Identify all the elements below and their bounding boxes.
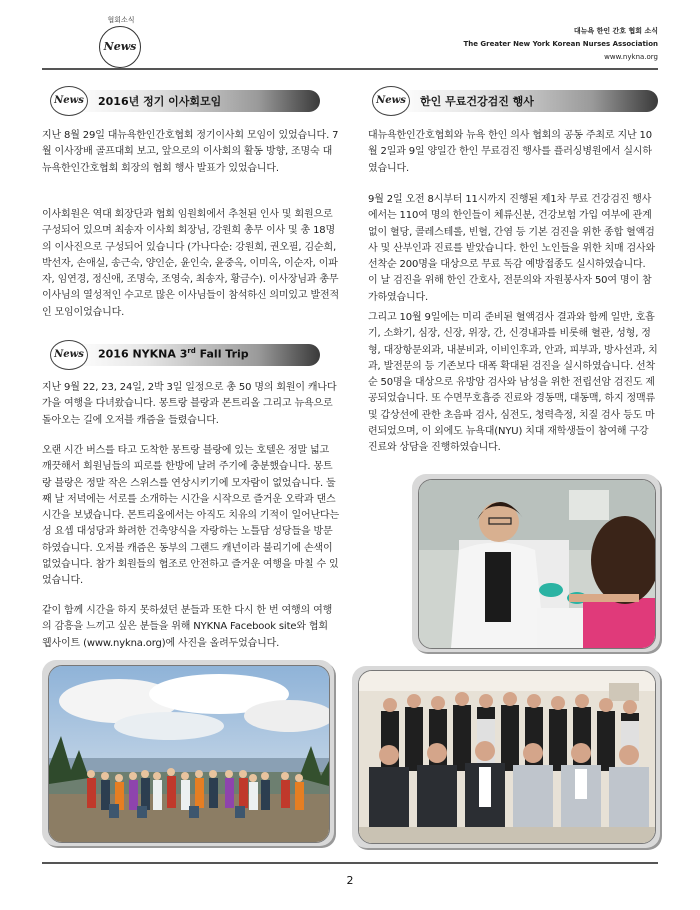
header-website: www.nykna.org	[604, 53, 658, 61]
section-heading-board-meeting	[50, 86, 320, 118]
top-divider	[42, 68, 658, 70]
blood-test-photo	[418, 479, 656, 649]
volunteer-group-photo	[358, 670, 656, 844]
health-fair-paragraph-3: 그리고 10월 9일에는 미리 준비된 혈액검사 결과와 함께 일반, 호흡기, 소화기, 심장, 신장, 위장, 간, 신경내과를 비롯해 혈관, 성형, 정형, 대장항문외과, 내분비과, 이비인후과, 안과, 피부과, 방사선과, 치과, 발전문의 등 기존보다 대폭 확대된 검진을 실시하였습니다. 선착순 50명을 대상으로 유방암 검사와 남성을 위한 전립선암 검진도 제공되었습니다. 또 수면무호흡증 진료와 경동맥, 대동맥, 하지 정맥류 및 갑상선에 관한 초음파 검사, 심전도, 청력측정, 치질 검사 등도 마련되었으며, 이 외에도 뉴욕대(NYU) 치대 재학생들이 참여해 구강 진료와 상담을 진행하였습니다.	[368, 312, 658, 454]
news-logo-label: News	[103, 40, 137, 53]
section-title: 한인 무료건강검진 행사	[420, 95, 534, 108]
section-heading-fall-trip	[50, 340, 320, 372]
logo-caption: 협회소식	[107, 16, 135, 24]
bottom-divider	[42, 862, 658, 864]
trip-group-photo	[48, 665, 330, 843]
mountain-group-image	[49, 666, 329, 842]
section-heading-health-fair	[372, 86, 658, 118]
volunteers-group-image	[359, 671, 655, 843]
health-fair-paragraph-1: 대뉴욕한인간호협회와 뉴욕 한인 의사 협회의 공동 주최로 지난 10월 2일과 9일 양일간 한인 무료검진 행사를 플러싱병원에서 실시하였습니다.	[368, 130, 652, 174]
news-badge: News	[50, 340, 88, 370]
fall-trip-paragraph-1: 지난 9월 22, 23, 24일, 2박 3일 일정으로 총 50 명의 회원이 캐나다 가을 여행을 다녀왔습니다. 몽트랑 블랑과 몬트리올 그리고 뉴욕으로 돌아오는 길에 오저블 캐즘을 들렸습니다.	[42, 382, 337, 426]
news-badge: News	[372, 86, 410, 116]
board-meeting-paragraph-1: 지난 8월 29일 대뉴욕한인간호협회 정기이사회 모임이 있었습니다. 7월 이사장배 골프대회 보고, 앞으로의 이사회의 활동 방향, 조명숙 대뉴욕한인간호협회 회장의 협회 행사 발표가 있었습니다.	[42, 130, 339, 174]
nurse-drawing-blood-image	[419, 480, 655, 648]
page-number: 2	[346, 874, 354, 887]
board-meeting-paragraph-2: 이사회원은 역대 회장단과 협회 임원회에서 추천된 인사 및 회원으로 구성되어 있으며 최송자 이사회 회장님, 강원희 총무 이사 및 총 18명의 이사진으로 구성되어 있습니다 (가나다순: 강원희, 권오필, 김순희, 박선자, 손애실, 송근숙, 양인순, 윤인숙, 윤중옥, 이미옥, 이순자, 이파자, 임연경, 정신애, 조명숙, 조영숙, 최송자, 황금수). 이사장님과 총무 이사님의 열성적인 수고로 많은 이사님들이 참석하신 의미있고 발전적인 모임이었습니다.	[42, 209, 339, 318]
news-badge: News	[50, 86, 88, 116]
health-fair-paragraph-2: 9월 2일 오전 8시부터 11시까지 진행된 제1차 무료 건강검진 행사에서는 110여 명의 한인들이 체류신분, 건강보험 가입 여부에 관계없이 혈당, 콜레스테롤, 빈혈, 간염 등 기본 검진을 위한 종합 혈액검사 및 산부인과 진료를 받았습니다. 한인 노인들을 위한 치매 검사와 선착순 200명을 대상으로 무료 독감 예방접종도 실시하였습니다. 이 날 검진을 위해 한인 간호사, 전문의와 자원봉사자 50여 명이 참가하였습니다.	[368, 194, 656, 303]
section-title: 2016년 정기 이사회모임	[98, 95, 222, 108]
header-org-english: The Greater New York Korean Nurses Association	[463, 40, 658, 48]
section-title: 2016 NYKNA 3rd Fall Trip	[98, 347, 249, 361]
header-org-korean: 대뉴욕 한인 간호 협회 소식	[573, 27, 658, 35]
fall-trip-paragraph-2: 오랜 시간 버스를 타고 도착한 몽트랑 블랑에 있는 호텔은 정말 넓고 깨끗해서 회원님들의 피로를 한방에 날려 주기에 충분했습니다. 몽트랑 블랑은 정말 작은 스위스를 연상시키기에 모자람이 없었습니다. 둘째 날 저녁에는 서로를 소개하는 시간을 시작으로 즐거운 오락과 댄스시간을 보냈습니다. 몬트리올에서는 아직도 치유의 기적이 일어난다는 성 요셉 대성당과 화려한 건축양식을 자랑하는 노틀담 성당들을 방문하였습니다. 오저블 캐즘은 동부의 그랜드 캐년이라 불리기에 손색이 없었습니다. 참가 회원들의 협조로 안전하고 즐거운 여행을 마칠 수 있었습니다.	[42, 445, 339, 587]
fall-trip-paragraph-3: 같이 함께 시간을 하지 못하셨던 분들과 또한 다시 한 번 여행의 여행의 감흥을 느끼고 싶은 분들을 위해 NYKNA Facebook site와 협회 웹사이트 (www.nykna.org)에 사진을 올려두었습니다.	[42, 605, 333, 649]
news-logo	[99, 26, 141, 68]
